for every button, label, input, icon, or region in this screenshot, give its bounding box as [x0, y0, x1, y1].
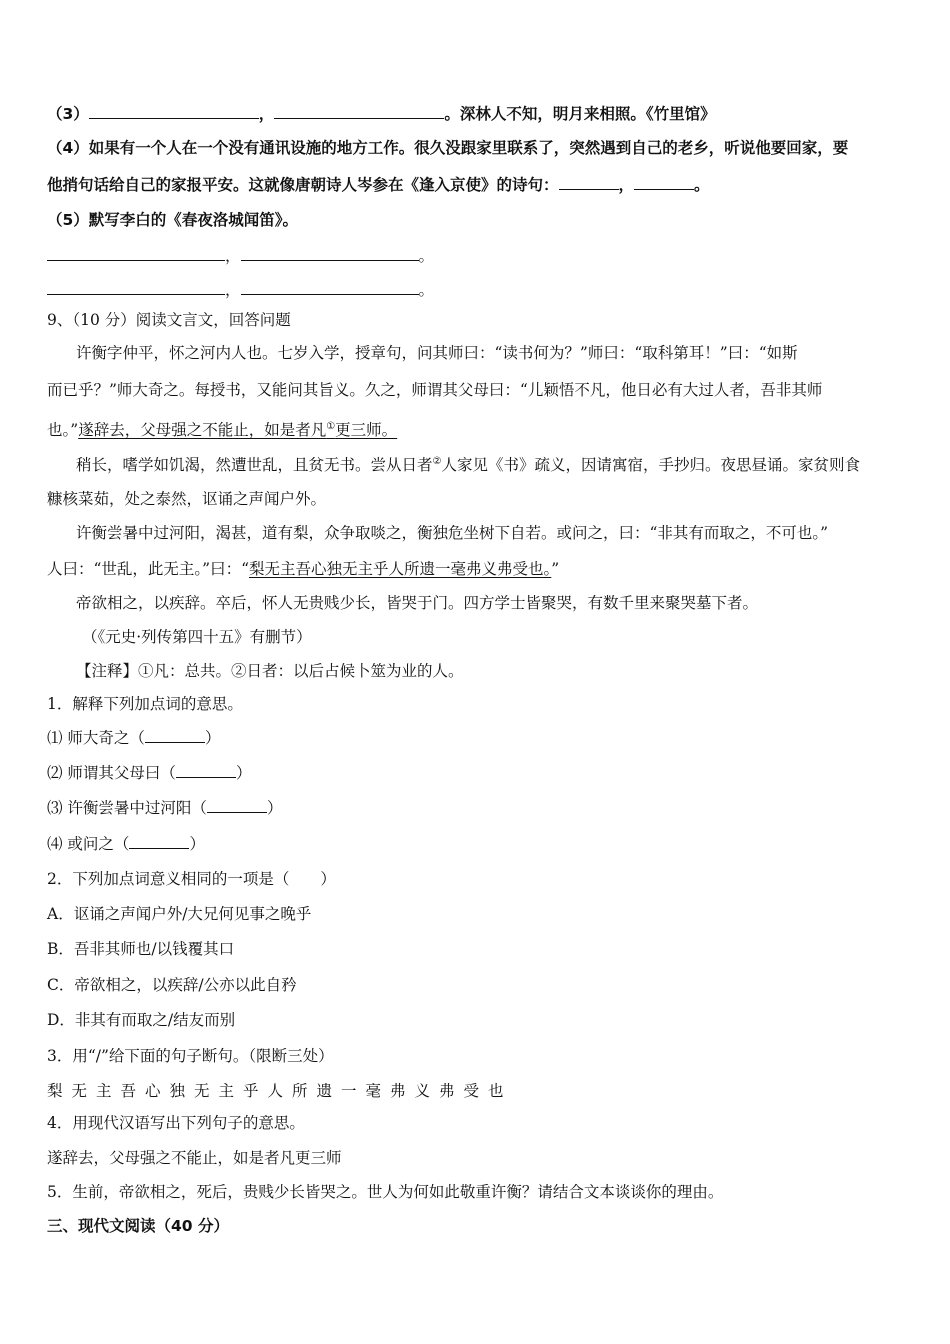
passage-text: 人曰：“世乱，此无主。”曰：“	[47, 560, 250, 578]
q9-passage-p3-line1: 许衡尝暑中过河阳，渴甚，道有梨，众争取啖之，衡独危坐树下自若。或问之，曰：“非其有而取之，不可也。”	[76, 524, 829, 542]
answer-blank[interactable]	[176, 763, 236, 778]
q9-passage-p1-line2: 而已乎？”师大奇之。每授书，又能问其旨义。久之，师谓其父母曰：“儿颖悟不凡，他日必有大过人者，吾非其师	[47, 381, 823, 399]
q9-passage-p1-line1: 许衡字仲平，怀之河内人也。七岁入学，授章句，问其师曰：“读书何为？”师曰：“取科第耳！”曰：“如斯	[76, 344, 798, 362]
q8-item5: （5）默写李白的《春夜洛城闻笛》。	[47, 211, 299, 229]
blank-sep: ，	[225, 247, 241, 265]
footnote-mark: ①	[326, 421, 336, 432]
passage-text: 稍长，嗜学如饥渴，然遭世乱，且贫无书。尝从日者	[76, 456, 433, 475]
paren-close: ）	[266, 799, 283, 817]
q9-sub1-item	[47, 798, 282, 818]
answer-blank[interactable]	[47, 280, 225, 295]
answer-blank[interactable]	[274, 104, 444, 119]
answer-blank[interactable]	[129, 834, 189, 849]
underlined-text: 遂辞去，父母强之不能止，如是者凡	[78, 421, 327, 440]
q9-sub1-item	[47, 728, 220, 748]
paren-close: ）	[204, 729, 221, 747]
blank-sep: ，	[225, 281, 241, 299]
passage-text: 人家见《书》疏义，因请寓宿，手抄归。夜思昼诵。家贫则食	[441, 456, 860, 475]
blank-end: 。	[418, 281, 435, 299]
option-d[interactable]: D．非其有而取之/结友而别	[47, 1011, 236, 1029]
item-text: ⑵ 师谓其父母曰（	[47, 764, 176, 782]
q9-passage-p2-line2: 糠核菜茹，处之泰然，讴诵之声闻户外。	[47, 490, 327, 508]
q9-passage-p4: 帝欲相之，以疾辞。卒后，怀人无贵贱少长，皆哭于门。四方学士皆聚哭，有数千里来聚哭墓下者。	[76, 594, 759, 612]
q8-item4-end: 。	[694, 176, 710, 194]
answer-blank[interactable]	[559, 175, 619, 190]
q8-item4-line2	[47, 175, 710, 195]
q9-sub3-text: 梨无主吾心独无主乎人所遗一毫弗义弗受也	[47, 1082, 513, 1100]
q9-passage-p3-line2	[47, 559, 559, 579]
q9-sub1-item	[47, 763, 251, 783]
item-text: ⑷ 或问之（	[47, 835, 130, 853]
underlined-text: 更三师。	[335, 421, 398, 440]
q9-heading: 9、（10 分）阅读文言文，回答问题	[47, 311, 291, 329]
answer-blank[interactable]	[207, 798, 267, 813]
paren-close: ）	[235, 764, 252, 782]
q8-item4-sep: ，	[618, 176, 635, 194]
q8-blank-row-2	[47, 280, 434, 300]
passage-text: 也。”	[47, 421, 79, 440]
q9-sub2: 2．下列加点词意义相同的一项是（ ）	[47, 870, 336, 888]
answer-blank[interactable]	[145, 728, 205, 743]
q8-blank-row-1	[47, 246, 434, 266]
q8-item3	[47, 104, 716, 124]
option-b[interactable]: B．吾非其师也/以钱覆其口	[47, 940, 235, 958]
answer-blank[interactable]	[241, 280, 419, 295]
q8-item3-prefix: （3）	[47, 105, 89, 123]
q9-sub1-item	[47, 834, 205, 854]
q8-item3-sep: ，	[258, 105, 275, 123]
item-text: ⑴ 师大奇之（	[47, 729, 145, 747]
q9-sub4-text: 遂辞去，父母强之不能止，如是者凡更三师	[47, 1149, 342, 1167]
q9-sub3: 3．用“/”给下面的句子断句。（限断三处）	[47, 1047, 334, 1065]
blank-end: 。	[418, 247, 435, 265]
paren-close: ）	[189, 835, 205, 853]
footnote-mark: ②	[432, 456, 442, 467]
underlined-sentence: 梨无主吾心独无主乎人所遗一毫弗义弗受也。	[249, 560, 552, 578]
underlined-sentence	[78, 421, 397, 439]
q9-sub1: 1．解释下列加点词的意思。	[47, 695, 243, 713]
q9-passage-p2-line1	[76, 452, 860, 475]
q8-item3-tail: 。深林人不知，明月来相照。《竹里馆》	[444, 105, 716, 123]
option-c[interactable]: C．帝欲相之，以疾辞/公亦以此自矜	[47, 976, 297, 994]
answer-blank[interactable]	[634, 175, 694, 190]
q8-item4-line1: （4）如果有一个人在一个没有通讯设施的地方工作。很久没跟家里联系了，突然遇到自己的老乡，听说他要回家，要	[47, 139, 849, 157]
option-a[interactable]: A．讴诵之声闻户外/大兄何见事之晚乎	[47, 905, 312, 923]
item-text: ⑶ 许衡尝暑中过河阳（	[47, 799, 207, 817]
answer-blank[interactable]	[89, 104, 259, 119]
q9-source: （《元史·列传第四十五》有删节）	[82, 628, 312, 646]
q9-sub4: 4．用现代汉语写出下列句子的意思。	[47, 1114, 305, 1132]
q9-passage-p1-line3	[47, 417, 397, 440]
q8-item4-line2-text: 他捎句话给自己的家报平安。这就像唐朝诗人岑参在《逢入京使》的诗句：	[47, 176, 559, 194]
section-3-heading: 三、现代文阅读（40 分）	[47, 1217, 229, 1235]
q9-sub5: 5．生前，帝欲相之，死后，贵贱少长皆哭之。世人为何如此敬重许衡？请结合文本谈谈你的理由。	[47, 1183, 724, 1201]
answer-blank[interactable]	[241, 246, 419, 261]
passage-text: ”	[551, 560, 560, 578]
answer-blank[interactable]	[47, 246, 225, 261]
q9-note: 【注释】①凡：总共。②日者：以后占候卜筮为业的人。	[76, 662, 464, 680]
